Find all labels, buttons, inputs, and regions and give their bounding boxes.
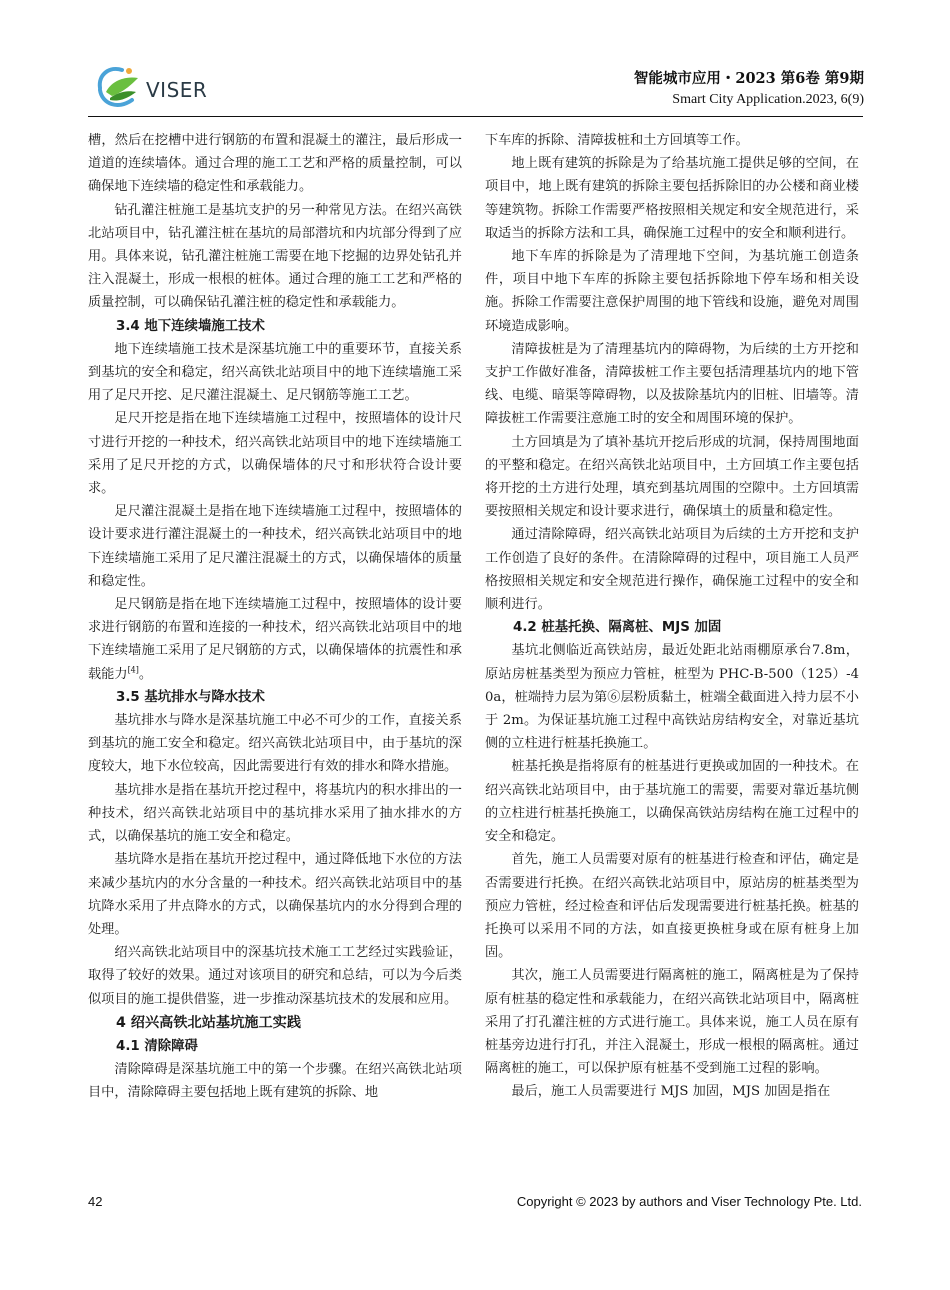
- logo-text: VISER: [146, 78, 208, 102]
- paragraph: 基坑降水是指在基坑开挖过程中，通过降低地下水位的方法来减少基坑内的水分含量的一种技术。绍兴高铁北站项目中的基坑降水采用了井点降水的方式，以确保基坑内的水分得到合理的处理。: [88, 852, 462, 937]
- paragraph: 足尺开挖是指在地下连续墙施工过程中，按照墙体的设计尺寸进行开挖的一种技术，绍兴高铁北站项目中的地下连续墙施工采用了足尺开挖的方式，以确保墙体的尺寸和形状符合设计要求。: [88, 411, 462, 497]
- paragraph-with-citation: [88, 593, 462, 686]
- paragraph: 地下车库的拆除是为了清理地下空间，为基坑施工创造条件，项目中地下车库的拆除主要包括拆除地下停车场和相关设施。拆除工作需要注意保护周围的地下管线和设施，避免对周围环境造成影响。: [485, 249, 859, 334]
- paragraph: 基坑排水是指在基坑开挖过程中，将基坑内的积水排出的一种技术，绍兴高铁北站项目中的基坑排水采用了抽水排水的方式，以确保基坑的施工安全和稳定。: [88, 782, 462, 845]
- paragraph: 基坑排水与降水是深基坑施工中必不可少的工作，直接关系到基坑的施工安全和稳定。绍兴高铁北站项目中，由于基坑的深度较大，地下水位较高，因此需要进行有效的排水和降水措施。: [88, 713, 462, 775]
- journal-title-en: Smart City Application.2023, 6(9): [672, 92, 864, 107]
- paragraph: 通过清除障碍，绍兴高铁北站项目为后续的土方开挖和支护工作创造了良好的条件。在清除障碍的过程中，项目施工人员严格按照相关规定和安全规范进行操作，确保施工过程中的安全和顺利进行。: [485, 527, 859, 613]
- paragraph: 其次，施工人员需要进行隔离桩的施工，隔离桩是为了保持原有桩基的稳定性和承载能力，在绍兴高铁北站项目中，隔离桩采用了打孔灌注桩的方式进行施工。具体来说，施工人员在原有桩基旁边进行打孔，并注入混凝土，形成一根根的隔离桩。通过隔离桩的施工，可以保护原有桩基不受到施工过程的影响。: [485, 968, 859, 1077]
- paragraph: 清障拔桩是为了清理基坑内的障碍物，为后续的土方开挖和支护工作做好准备，清障拔桩工作主要包括清理基坑内的地下管线、电缆、暗渠等障碍物，以及拔除基坑内的旧桩、旧墙等。清障拔桩工作需要注意施工时的安全和周围环境的保护。: [485, 341, 859, 427]
- paragraph: 地下连续墙施工技术是深基坑施工中的重要环节，直接关系到基坑的安全和稳定，绍兴高铁北站项目中的地下连续墙施工采用了足尺开挖、足尺灌注混凝土、足尺钢筋等施工工艺。: [88, 341, 462, 404]
- paragraph: 首先，施工人员需要对原有的桩基进行检查和评估，确定是否需要进行托换。在绍兴高铁北站项目中，原站房的桩基类型为预应力管桩，经过检查和评估后发现需要进行桩基托换。桩基的托换可以采用不同的方法，如直接更换桩身或在原有桩身上加固。: [485, 852, 859, 961]
- copyright-notice: Copyright © 2023 by authors and Viser Technology Pte. Ltd.: [516, 1194, 862, 1209]
- section-heading-3-5: 3.5 基坑排水与降水技术: [116, 689, 265, 705]
- paragraph: 桩基托换是指将原有的桩基进行更换或加固的一种技术。在绍兴高铁北站项目中，由于基坑施工的需要，需要对靠近基坑侧的立柱进行桩基托换施工，以确保高铁站房结构在施工过程中的安全和稳定。: [485, 759, 859, 845]
- paragraph: 最后，施工人员需要进行 MJS 加固，MJS 加固是指在: [511, 1084, 831, 1100]
- page-number: 42: [88, 1194, 103, 1209]
- paragraph-end: 。: [138, 666, 153, 682]
- paragraph: 绍兴高铁北站项目中的深基坑技术施工工艺经过实践验证，取得了较好的效果。通过对该项目的研究和总结，可以为今后类似项目的施工提供借鉴，进一步推动深基坑技术的发展和应用。: [88, 945, 462, 1007]
- page-header: [0, 0, 950, 120]
- journal-title-cn: 智能城市应用・2023 第6卷 第9期: [633, 70, 864, 87]
- left-column: [88, 129, 462, 1104]
- paragraph-text: 足尺钢筋是指在地下连续墙施工过程中，按照墙体的设计要求进行钢筋的布置和连接的一种技术，绍兴高铁北站项目中的地下连续墙施工采用了足尺钢筋的方式，以确保墙体的抗震性和承载能力: [88, 597, 462, 682]
- section-heading-3-4: 3.4 地下连续墙施工技术: [116, 318, 265, 334]
- section-heading-4-1: 4.1 清除障碍: [116, 1038, 198, 1054]
- paragraph: 钻孔灌注桩施工是基坑支护的另一种常见方法。在绍兴高铁北站项目中，钻孔灌注桩在基坑的局部潜坑和内坑部分得到了应用。具体来说，钻孔灌注桩施工需要在地下挖掘的边界处钻孔并注入混凝土，形成一根根的桩体。通过合理的施工工艺和严格的质量控制，可以确保钻孔灌注桩的稳定性和承载能力。: [88, 202, 462, 311]
- paragraph: 下车库的拆除、清障拔桩和土方回填等工作。: [485, 133, 749, 148]
- paragraph: 地上既有建筑的拆除是为了给基坑施工提供足够的空间，在项目中，地上既有建筑的拆除主要包括拆除旧的办公楼和商业楼等建筑物。拆除工作需要严格按照相关规定和安全规范进行，采取适当的拆除方法和工具，确保施工过程中的安全和顺利进行。: [485, 156, 859, 241]
- paragraph: 槽，然后在挖槽中进行钢筋的布置和混凝土的灌注，最后形成一道道的连续墙体。通过合理的施工工艺和严格的质量控制，可以确保地下连续墙的稳定性和承载能力。: [88, 133, 462, 195]
- paragraph: 足尺灌注混凝土是指在地下连续墙施工过程中，按照墙体的设计要求进行灌注混凝土的一种技术，绍兴高铁北站项目中的地下连续墙施工采用了足尺灌注混凝土的方式，以确保墙体的质量和稳定性。: [88, 504, 462, 589]
- citation-ref: [4]: [127, 665, 139, 675]
- paragraph: 基坑北侧临近高铁站房，最近处距北站雨棚原承台7.8m，原站房桩基类型为预应力管桩，桩型为 PHC-B-500（125）-40a，桩端持力层为第⑥层粉质黏土，桩端全截面进入持力层不小于 2m。为保证基坑施工过程中高铁站房结构安全，对靠近基坑侧的立柱进行桩基托换施工。: [485, 643, 859, 752]
- paragraph: 土方回填是为了填补基坑开挖后形成的坑洞，保持周围地面的平整和稳定。在绍兴高铁北站项目中，土方回填工作主要包括将开挖的土方进行处理，填充到基坑周围的空隙中。土方回填需要按照相关规定和设计要求进行，确保填土的质量和稳定性。: [485, 434, 859, 520]
- right-column: [485, 129, 859, 1104]
- section-heading-4-2: 4.2 桩基托换、隔离桩、MJS 加固: [513, 620, 722, 636]
- paragraph: 清除障碍是深基坑施工中的第一个步骤。在绍兴高铁北站项目中，清除障碍主要包括地上既有建筑的拆除、地: [88, 1061, 462, 1101]
- header-divider: [88, 116, 863, 117]
- section-heading-4: 4 绍兴高铁北站基坑施工实践: [116, 1014, 302, 1031]
